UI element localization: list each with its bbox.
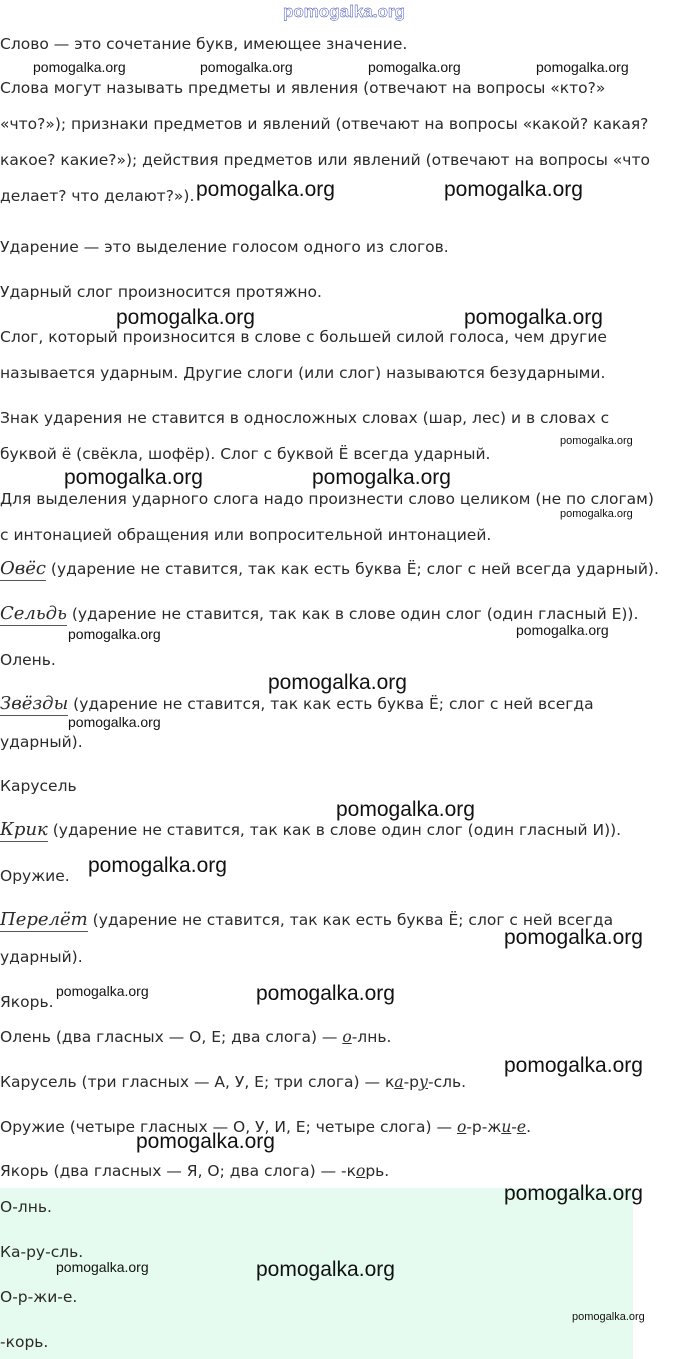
watermark: pomogalka.org	[504, 1182, 643, 1205]
watermark: pomogalka.org	[504, 926, 643, 949]
handwritten-word: Звёзды	[0, 693, 69, 714]
syllable-line: Якорь (два гласных — Я, О; два слога) — -корь.	[0, 1162, 390, 1180]
text-line: с интонацией обращения или вопросительной интонацией.	[0, 526, 492, 544]
watermark: pomogalka.org	[68, 714, 161, 730]
watermark: pomogalka.org	[256, 1258, 395, 1281]
exercise-line: ударный).	[0, 948, 83, 966]
exercise-line: Звёзды (ударение не ставится, так как есть буква Ё; слог с ней всегда	[0, 693, 594, 714]
exercise-line: Сельдь (ударение не ставится, так как в слове один слог (один гласный Е)).	[0, 603, 639, 624]
watermark: pomogalka.org	[312, 466, 451, 489]
watermark: pomogalka.org	[336, 798, 475, 821]
exercise-line: Перелёт (ударение не ставится, так как есть буква Ё; слог с ней всегда	[0, 909, 614, 930]
watermark: pomogalka.org	[256, 982, 395, 1005]
exercise-line: Овёс (ударение не ставится, так как есть буква Ё; слог с ней всегда ударный).	[0, 558, 659, 579]
handwritten-word: Крик	[0, 819, 48, 840]
text-line: Слова могут называть предметы и явления (отвечают на вопросы «кто?»	[0, 79, 606, 97]
syllable-line: Олень (два гласных — О, Е; два слога) — о-лнь.	[0, 1028, 392, 1046]
watermark: pomogalka.org	[116, 306, 255, 329]
answer-line: Ка-ру-сль.	[0, 1243, 84, 1261]
watermark: pomogalka.org	[64, 466, 203, 489]
watermark: pomogalka.org	[560, 508, 633, 520]
header-watermark: pomogalka.org	[283, 2, 405, 21]
watermark: pomogalka.org	[572, 1311, 645, 1323]
watermark: pomogalka.org	[56, 1259, 149, 1275]
text-line: называется ударным. Другие слоги (или слог) называются безударными.	[0, 364, 606, 382]
answer-line: -корь.	[0, 1333, 49, 1351]
handwritten-word: Овёс	[0, 558, 46, 579]
exercise-line: Оружие.	[0, 867, 70, 885]
handwritten-word: Сельдь	[0, 603, 67, 624]
syllable-line: Оружие (четыре гласных — О, У, И, Е; четыре слога) — о-р-жи-е.	[0, 1118, 532, 1136]
text-line: Слог, который произносится в слове с большей силой голоса, чем другие	[0, 328, 607, 346]
text-line: «что?»); признаки предметов и явлений (отвечают на вопросы «какой? какая?	[0, 115, 649, 133]
watermark: pomogalka.org	[516, 622, 609, 638]
text-line: Для выделения ударного слога надо произнести слово целиком (не по слогам)	[0, 490, 654, 508]
text-line: делает? что делают?»).	[0, 187, 195, 205]
exercise-line: Олень.	[0, 651, 56, 669]
watermark: pomogalka.org	[504, 1054, 643, 1077]
text-line: какое? какие?»); действия предметов или явлений (отвечают на вопросы «что	[0, 151, 650, 169]
exercise-line: Якорь.	[0, 993, 54, 1011]
watermark: pomogalka.org	[536, 59, 629, 75]
exercise-line: ударный).	[0, 733, 83, 751]
handwritten-word: Перелёт	[0, 909, 88, 930]
watermark: pomogalka.org	[268, 671, 407, 694]
watermark: pomogalka.org	[88, 854, 227, 877]
answer-line: О-лнь.	[0, 1198, 52, 1216]
answer-line: О-р-жи-е.	[0, 1288, 78, 1306]
watermark: pomogalka.org	[56, 983, 149, 999]
watermark: pomogalka.org	[33, 59, 126, 75]
exercise-line: Карусель	[0, 777, 77, 795]
text-line: Знак ударения не ставится в односложных словах (шар, лес) и в словах с	[0, 409, 610, 427]
syllable-line: Карусель (три гласных — А, У, Е; три слога) — ка-ру-сль.	[0, 1073, 467, 1091]
text-line: Слово — это сочетание букв, имеющее значение.	[0, 35, 408, 53]
exercise-line: Крик (ударение не ставится, так как в слове один слог (один гласный И)).	[0, 819, 622, 840]
watermark: pomogalka.org	[200, 59, 293, 75]
watermark: pomogalka.org	[560, 435, 633, 447]
watermark: pomogalka.org	[196, 178, 335, 201]
watermark: pomogalka.org	[368, 59, 461, 75]
text-line: Ударный слог произносится протяжно.	[0, 283, 322, 301]
watermark: pomogalka.org	[444, 178, 583, 201]
text-line: Ударение — это выделение голосом одного из слогов.	[0, 238, 449, 256]
watermark: pomogalka.org	[136, 1130, 275, 1153]
text-line: буквой ё (свёкла, шофёр). Слог с буквой Ё всегда ударный.	[0, 445, 491, 463]
watermark: pomogalka.org	[68, 626, 161, 642]
watermark: pomogalka.org	[464, 306, 603, 329]
